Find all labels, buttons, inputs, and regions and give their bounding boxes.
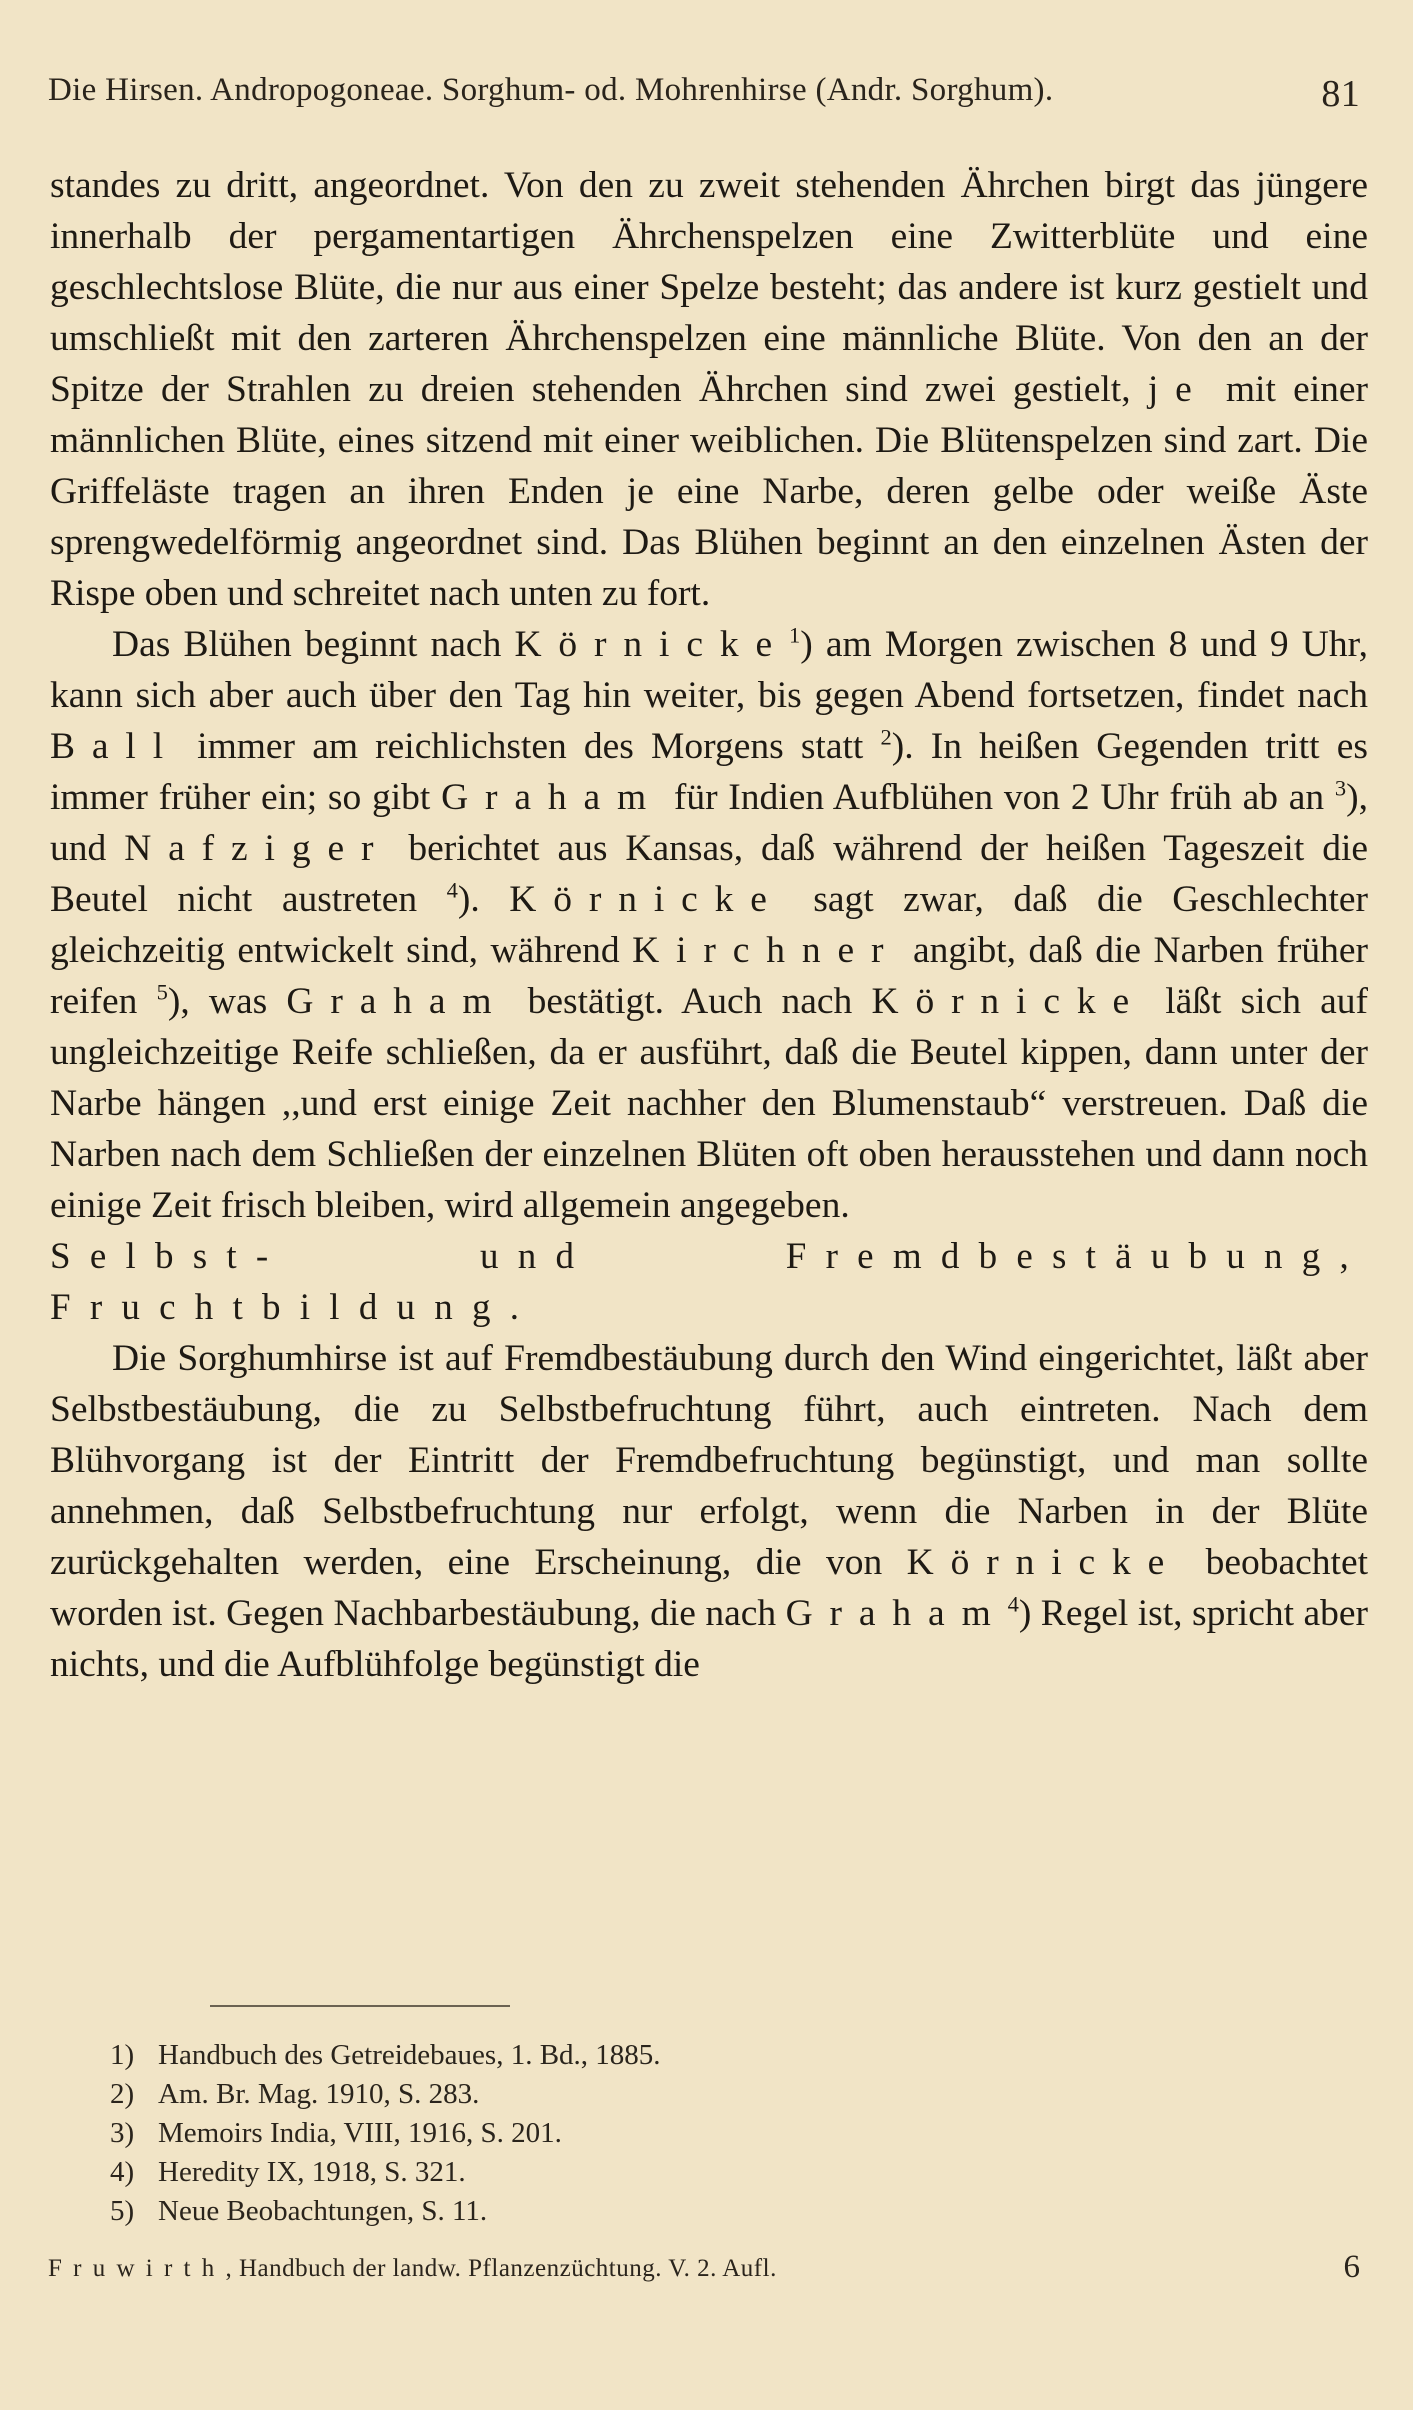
footnote-item: 5) Neue Beobachtungen, S. 11. [110,2195,488,2227]
paragraph-2: Das Blühen beginnt nach Körnicke$^1$) am Morgen zwischen 8 und 9 Uhr, kann sich aber auch über den Tag hin weiter, bis gegen Abend fortsetzen, findet nach Ball immer am reichlichsten des Morgens statt $^2$). In heißen Gegenden tritt es immer früher ein; so gibt Graham für Indien Aufblühen von 2 Uhr früh ab an $^3$), und Nafziger berichtet aus Kansas, daß während der heißen Tageszeit die Beutel nicht austreten $^4$). Körnicke sagt zwar, daß die Geschlechter gleichzeitig entwickelt sind, während Kirchner angibt, daß die Narben früher reifen $^5$), was Graham bestätigt. Auch nach Körnicke läßt sich auf ungleichzeitige Reife schließen, da er ausführt, daß die Beutel kippen, dann unter der Narbe hängen ,,und erst einige Zeit nachher den Blumenstaub“ verstreuen. Daß die Narben nach dem Schließen der einzelnen Blüten oft oben herausstehen und dann noch einige Zeit frisch bleiben, wird allgemein angegeben. [50,622,1369,1226]
sheet-number: 6 [1343,2249,1360,2285]
footnote-item: 4) Heredity IX, 1918, S. 321. [110,2156,466,2188]
author-name: Graham [785,1593,1008,1634]
author-name: Körnicke [871,981,1147,1022]
author-name: Kirchner [632,930,901,971]
author-name: Graham [441,777,664,818]
author-name: Körnicke [514,624,789,665]
page-number: 81 [1321,73,1360,115]
main-text [50,160,1368,1690]
footnote-item: 2) Am. Br. Mag. 1910, S. 283. [110,2078,480,2110]
footnote-ref: 2 [880,724,892,750]
running-header [48,72,1360,115]
running-head-title: Die Hirsen. Andropogoneae. Sorghum- od. Mohrenhirse (Andr. Sorghum). [48,72,1054,108]
author-name: Körnicke [509,879,784,920]
author-name: Ball [50,726,180,767]
footnotes [110,2036,1210,2231]
footer-author: Fruwirth [48,2255,226,2282]
author-name: Graham [286,981,509,1022]
footnote-ref: 4 [1007,1591,1019,1617]
author-name: Nafziger [124,828,391,869]
footer-title: , Handbuch der landw. Pflanzenzüchtung. V. 2. Aufl. [225,2255,777,2282]
footnote-ref: 5 [156,979,168,1005]
page-footer [48,2249,1360,2285]
footnote-divider [210,2005,510,2007]
paragraph-1: standes zu dritt, angeordnet. Von den zu zweit stehenden Ährchen birgt das jüngere innerhalb der pergamentartigen Ährchenspelzen eine Zwitterblüte und eine geschlechtslose Blüte, die nur aus einer Spelze besteht; das andere ist kurz gestielt und umschließt mit den zarteren Ährchenspelzen eine männliche Blüte. Von den an der Spitze der Strahlen zu dreien stehenden Ährchen sind zwei gestielt, je mit einer männlichen Blüte, eines sitzend mit einer weiblichen. Die Blütenspelzen sind zart. Die Griffeläste tragen an ihren Enden je eine Narbe, deren gelbe oder weiße Äste sprengwedelförmig angeordnet sind. Das Blühen beginnt an den einzelnen Ästen der Rispe oben und schreitet nach unten zu fort. [50,165,1369,614]
section-heading: Selbst- und Fremdbestäubung, Fruchtbildung. [50,1236,1368,1328]
footnote-ref: 3 [1334,775,1347,801]
paragraph-3: Die Sorghumhirse ist auf Fremdbestäubung durch den Wind eingerichtet, läßt aber Selbstbestäubung, die zu Selbstbefruchtung führt, auch eintreten. Nach dem Blühvorgang ist der Eintritt der Fremdbefruchtung begünstigt, und man sollte annehmen, daß Selbstbefruchtung nur erfolgt, wenn die Narben in der Blüte zurückgehalten werden, eine Erscheinung, die von Körnicke beobachtet worden ist. Gegen Nachbarbestäubung, die nach Graham$^4$) Regel ist, spricht aber nichts, und die Aufblühfolge begünstigt die [50,1338,1369,1685]
footnote-ref: 1 [789,622,801,648]
author-name: Körnicke [906,1542,1182,1583]
footnote-item: 3) Memoirs India, VIII, 1916, S. 201. [110,2117,562,2149]
footnote-item: 1) Handbuch des Getreidebaues, 1. Bd., 1885. [110,2039,661,2071]
footnote-ref: 4 [446,877,458,903]
